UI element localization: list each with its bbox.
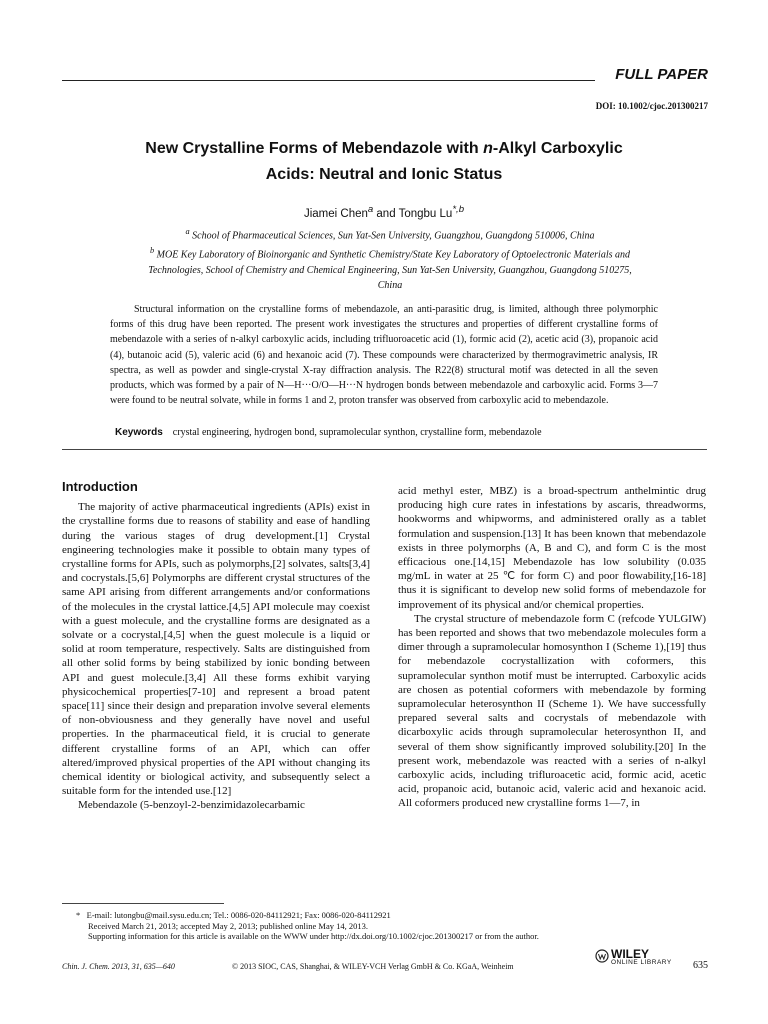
affiliation-mark: b (149, 246, 155, 256)
footnote-rule (62, 903, 224, 904)
affiliation-text: MOE Key Laboratory of Bioinorganic and Synthetic Chemistry/State Key Laboratory of Optoelectronic Materials and Technologies, School of Chemistry and Chemical Engineering, Sun Yat-Sen University, Guangzhou, Guangdong 510275, China (148, 249, 632, 291)
footnote-dates: Received March 21, 2013; accepted May 2, 2013; published online May 14, 2013. (88, 920, 368, 931)
keywords-text: crystal engineering, hydrogen bond, supramolecular synthon, crystalline form, mebendazole (172, 427, 542, 438)
keywords (115, 427, 542, 438)
author-name: Tongbu Lu (398, 207, 453, 220)
body-column-left (62, 480, 370, 813)
title-line1: New Crystalline Forms of Mebendazole with (145, 140, 484, 157)
affiliation-text: School of Pharmaceutical Sciences, Sun Yat-Sen University, Guangzhou, Guangdong 510006, China (192, 230, 595, 242)
affiliation-mark: a (185, 227, 190, 236)
affiliations (140, 224, 640, 293)
abstract: Structural information on the crystalline forms of mebendazole, an anti-parasitic drug, is limited, although three polymorphic forms of this drug have been reported. The present work investigates the structures and properties of different crystalline forms of mebendazole with a series of n-alkyl carboxylic acids, including trifluoroacetic acid (1), formic acid (2), acetic acid (3), propanoic acid (4), butanoic acid (5), valeric acid (6) and hexanoic acid (7). These compounds were characterized by thermogravimetric analysis, IR spectra, as well as powder and single-crystal X-ray diffraction analysis. The R22(8) structural motif was detected in all the seven products, which was formed by a pair of N—H···O/O—H···N hydrogen bonds between mebendazole and carboxylic acid. Forms 3—7 were found to be neutral solvate, while in forms 1 and 2, proton transfer was observed from carboxylic acid to mebendazole. (110, 304, 658, 407)
title-line1-end: -Alkyl Carboxylic (492, 140, 623, 157)
body-paragraph: acid methyl ester, MBZ) is a broad-spectrum anthelmintic drug producing high cure rates in infestations by ascaris, threadworms, hookworms and whipworms, and administered orally as a tablet formulation and suspension.[13] It has been known that mebendazole exists in three polymorphs (A, B and C), and form C is the most efficacious one.[14,15] Mebendazole has low solubility (0.035 mg/mL in water at 25 ℃ for form C) and poor flowability,[16-18] thus it is significant to develop new solid forms of mebendazole for improvement of its physical and/or chemical properties. (398, 485, 706, 611)
article-title (80, 136, 688, 188)
body-paragraph: The majority of active pharmaceutical ingredients (APIs) exist in the crystalline forms due to reasons of stability and ease of handling during the various stages of drug development.[1] Crystal engineering technologies make it possible to obtain many types of crystalline forms for APIs, such as polymorphs,[2] solvates, salts[3,4] and cocrystals.[5,6] Polymorphs are different crystal structures of the same API arising from different arrangements and/or conformations of the molecules in the crystal lattice.[4,5] API molecule may coexist with a guest molecule, and the crystalline forms are designated as a solvate or a cocrystal,[4,5] when the guest molecule is a liquid or solid at room temperature, respectively. Salts are distinguished from all other solid forms by being stabilized by ionic bonding between API and guest molecule.[3,4] All these forms exhibit varying physicochemical properties[7-10] and represent a broad patent space[11] since their design and preparation involve several elements of non-obviousness and they generally have novel and useful properties. In the pharmaceutical field, it is crucial to generate different crystalline forms of an API, which can offer altered/improved physical properties of the API without changing its chemical identity or biological activity, and subsequently select a suitable form for the intended use.[12] (62, 501, 370, 798)
publisher-subtitle: ONLINE LIBRARY (611, 959, 672, 966)
author-list (80, 204, 688, 220)
section-divider (62, 449, 707, 450)
page-number: 635 (693, 960, 708, 971)
body-paragraph: Mebendazole (5-benzoyl-2-benzimidazolecarbamic (78, 799, 305, 812)
keywords-label: Keywords (115, 427, 163, 438)
article-type-label: FULL PAPER (615, 66, 708, 83)
author-conjunction: and (373, 207, 399, 220)
author-name: Jiamei Chen (303, 207, 368, 220)
section-heading: Introduction (62, 479, 138, 494)
footnotes (76, 910, 716, 942)
header-rule (62, 80, 595, 81)
publisher-logo (595, 947, 672, 966)
affiliation (140, 224, 640, 243)
publisher-name: WILEY (611, 947, 649, 961)
copyright: © 2013 SIOC, CAS, Shanghai, & WILEY-VCH Verlag GmbH & Co. KGaA, Weinheim (232, 962, 514, 971)
affiliation (140, 243, 640, 292)
author-affil-mark: a (367, 204, 374, 215)
doi: DOI: 10.1002/cjoc.201300217 (595, 101, 708, 111)
wiley-logo-icon (595, 949, 609, 963)
footnote-text: E-mail: lutongbu@mail.sysu.edu.cn; Tel.: 0086-020-84112921; Fax: 0086-020-84112921 (86, 910, 391, 920)
body-column-right (398, 484, 706, 811)
footnote-supporting: Supporting information for this article is available on the WWW under http://dx.doi.org/10.1002/cjoc.201300217 or from the author. (88, 931, 539, 942)
footnote-mark: * (76, 910, 81, 920)
footnote-email (76, 910, 716, 921)
title-italic-n: n (483, 140, 493, 157)
body-paragraph: The crystal structure of mebendazole form C (refcode YULGIW) has been reported and shows that two mebendazole molecules form a dimer through a supramolecular homosynthon I (Scheme 1),[19] thus for mebendazole cocrystallization with coformers, this supramolecular synthon motif must be interrupted. Carboxylic acids are chosen as potential coformers with mebendazole by forming supramolecular heterosynthon II (Scheme 1). We have successfully prepared several salts and cocrystals of mebendazole with dicarboxylic acids through supramolecular heterosynthon II, and several of them show significantly improved solubility.[20] In the present work, mebendazole was reacted with a series of n-alkyl carboxylic acids, including trifluroacetic acid, formic acid, acetic acid, propanoic acid, butanoic acid, valeric acid and hexanoic acid. All coformers produced new crystalline forms 1—7, in (398, 612, 706, 810)
author-affil-mark: *,b (452, 204, 465, 215)
title-line2: Acids: Neutral and Ionic Status (265, 166, 503, 183)
journal-citation: Chin. J. Chem. 2013, 31, 635—640 (62, 962, 175, 971)
